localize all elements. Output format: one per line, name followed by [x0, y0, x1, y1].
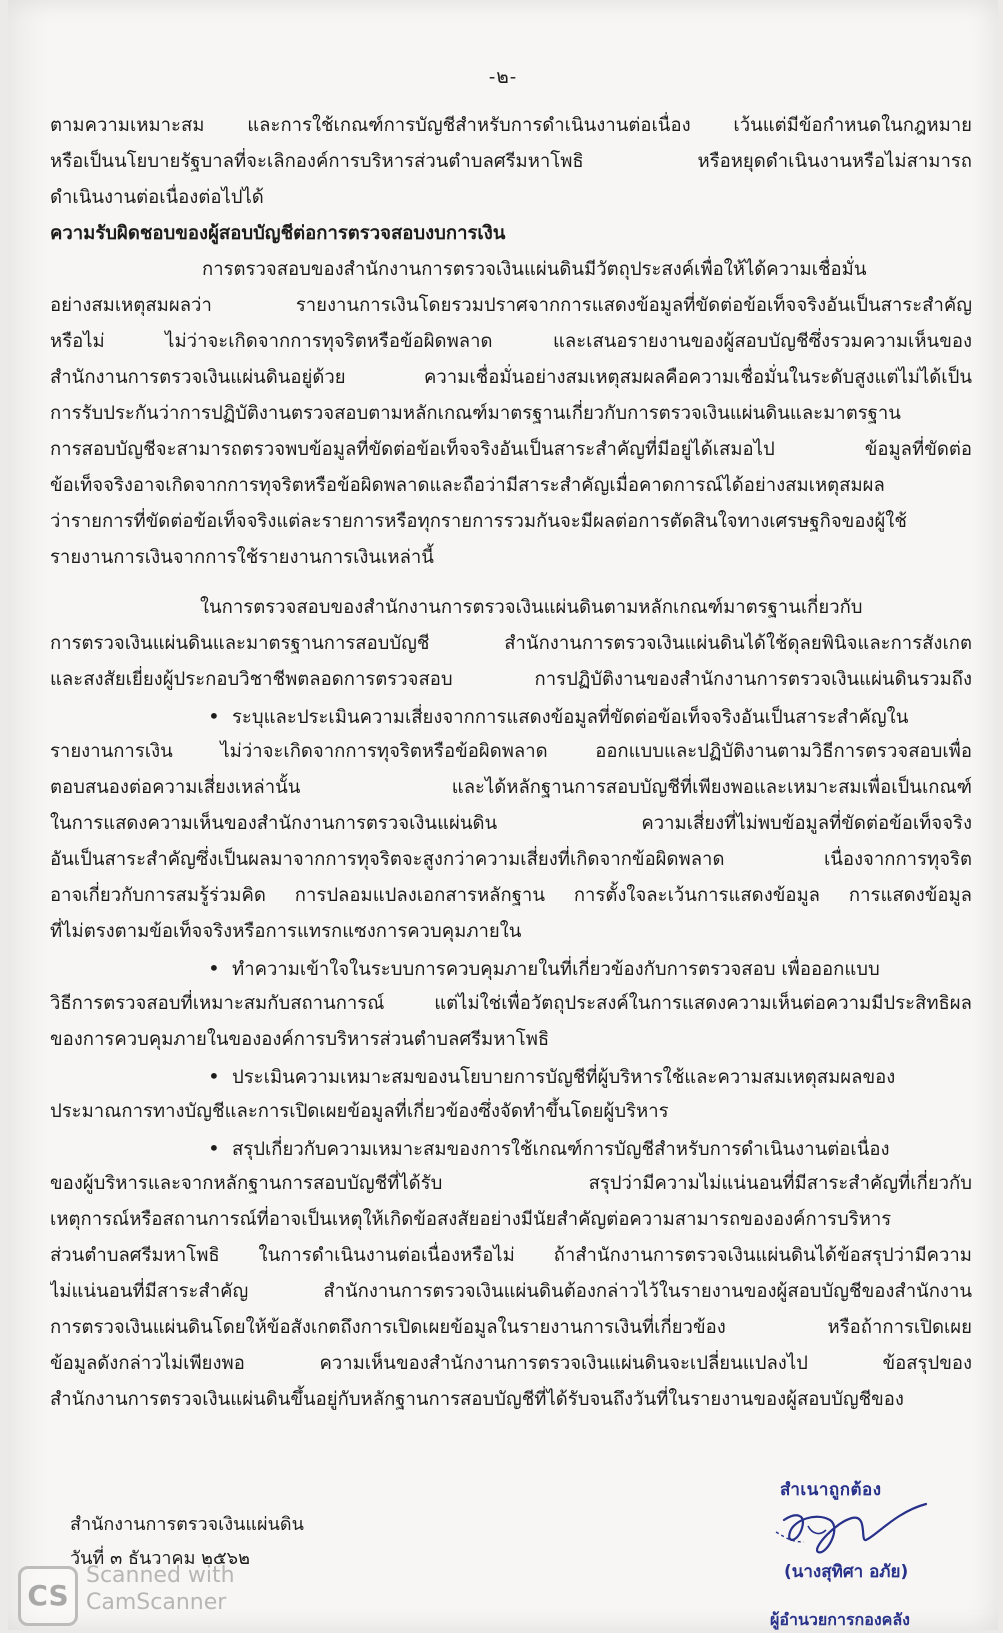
text-line: ข้อเท็จจริงอาจเกิดจากการทุจริตหรือข้อผิดพลาดและถือว่ามีสาระสำคัญเมื่อคาดการณ์ได้อย่างสมเหตุสมผล	[50, 475, 885, 496]
bullet-first-line	[50, 1058, 972, 1094]
text-line: ที่ไม่ตรงตามข้อเท็จจริงหรือการแทรกแซงการควบคุมภายใน	[50, 921, 522, 942]
bullet-marker: •	[208, 956, 220, 980]
text-line: ตามความเหมาะสม และการใช้เกณฑ์การบัญชีสำหรับการดำเนินงานต่อเนื่อง เว้นแต่มีข้อกำหนดในกฎหมาย	[50, 115, 972, 136]
text-line: หรือไม่ ไม่ว่าจะเกิดจากการทุจริตหรือข้อผิดพลาด และเสนอรายงานของผู้สอบบัญชีซึ่งรวมความเห็นของ	[50, 331, 972, 352]
bullet-item-going-concern	[50, 1130, 972, 1418]
text-line: วิธีการตรวจสอบที่เหมาะสมกับสถานการณ์ แต่ไม่ใช่เพื่อวัตถุประสงค์ในการแสดงความเห็นต่อความมีประสิทธิผล	[50, 993, 972, 1014]
camscanner-logo-icon: CS	[18, 1566, 78, 1626]
paragraph-gap	[50, 576, 972, 590]
text-line: ของการควบคุมภายในขององค์การบริหารส่วนตำบลศรีมหาโพธิ	[50, 1029, 550, 1050]
footer-office: สำนักงานการตรวจเงินแผ่นดิน	[70, 1514, 304, 1535]
text-line: การตรวจเงินแผ่นดินโดยให้ข้อสังเกตถึงการเปิดเผยข้อมูลในรายงานการเงินที่เกี่ยวข้อง หรือถ้าการเปิดเผย	[50, 1317, 972, 1338]
text-line: รายงานการเงินจากการใช้รายงานการเงินเหล่านี้	[50, 547, 434, 568]
watermark-line: CamScanner	[86, 1590, 227, 1615]
text-line: และสงสัยเยี่ยงผู้ประกอบวิชาชีพตลอดการตรวจสอบ การปฏิบัติงานของสำนักงานการตรวจเงินแผ่นดินรวมถึง	[50, 669, 972, 690]
bullet-text: ประเมินความเหมาะสมของนโยบายการบัญชีที่ผู้บริหารใช้และความสมเหตุสมผลของ	[232, 1067, 896, 1088]
text-line: อันเป็นสาระสำคัญซึ่งเป็นผลมาจากการทุจริตจะสูงกว่าความเสี่ยงที่เกิดจากข้อผิดพลาด เนื่องจากการทุจริต	[50, 849, 972, 870]
text-line: การรับประกันว่าการปฏิบัติงานตรวจสอบตามหลักเกณฑ์มาตรฐานเกี่ยวกับการตรวจเงินแผ่นดินและมาตรฐาน	[50, 403, 901, 424]
bullet-marker: •	[208, 1064, 220, 1088]
intro-paragraph	[50, 108, 972, 216]
bullet-first-line	[50, 698, 972, 734]
watermark-text	[86, 1562, 235, 1616]
bullet-text: ทำความเข้าใจในระบบการควบคุมภายในที่เกี่ยวข้องกับการตรวจสอบ เพื่อออกแบบ	[232, 959, 880, 980]
text-line: ของผู้บริหารและจากหลักฐานการสอบบัญชีที่ได้รับ สรุปว่ามีความไม่แน่นอนที่มีสาระสำคัญที่เกี่ยวกับ	[50, 1173, 972, 1194]
text-line: ตอบสนองต่อความเสี่ยงเหล่านั้น และได้หลักฐานการสอบบัญชีที่เพียงพอและเหมาะสมเพื่อเป็นเกณฑ์	[50, 777, 972, 798]
text-line: ประมาณการทางบัญชีและการเปิดเผยข้อมูลที่เกี่ยวข้องซึ่งจัดทำขึ้นโดยผู้บริหาร	[50, 1101, 669, 1122]
bullet-marker: •	[208, 704, 220, 728]
camscanner-watermark	[12, 1560, 272, 1626]
text-line: เหตุการณ์หรือสถานการณ์ที่อาจเป็นเหตุให้เกิดข้อสงสัยอย่างมีนัยสำคัญต่อความสามารถขององค์การบริหาร	[50, 1209, 892, 1230]
bullet-marker: •	[208, 1136, 220, 1160]
bullet-item-risk-assessment	[50, 698, 972, 950]
text-line: ไม่แน่นอนที่มีสาระสำคัญ สำนักงานการตรวจเงินแผ่นดินต้องกล่าวไว้ในรายงานของผู้สอบบัญชีของสำนักงาน	[50, 1281, 972, 1302]
text-line: ในการแสดงความเห็นของสำนักงานการตรวจเงินแผ่นดิน ความเสี่ยงที่ไม่พบข้อมูลที่ขัดต่อข้อเท็จจริง	[50, 813, 972, 834]
bullet-item-accounting-policy	[50, 1058, 972, 1130]
bullet-first-line	[50, 950, 972, 986]
bullet-item-internal-control	[50, 950, 972, 1058]
text-line: หรือเป็นนโยบายรัฐบาลที่จะเลิกองค์การบริหารส่วนตำบลศรีมหาโพธิ หรือหยุดดำเนินงานหรือไม่สามารถ	[50, 151, 972, 172]
signer-name: (นางสุทิศา อภัย)	[784, 1562, 909, 1582]
certified-copy-stamp: สำเนาถูกต้อง	[780, 1480, 882, 1500]
text-line: การตรวจเงินแผ่นดินและมาตรฐานการสอบบัญชี สำนักงานการตรวจเงินแผ่นดินได้ใช้ดุลยพินิจและการสังเกต	[50, 633, 972, 654]
text-line: รายงานการเงิน ไม่ว่าจะเกิดจากการทุจริตหรือข้อผิดพลาด ออกแบบและปฏิบัติงานตามวิธีการตรวจสอบเพื่อ	[50, 741, 972, 762]
bullet-text: ระบุและประเมินความเสี่ยงจากการแสดงข้อมูลที่ขัดต่อข้อเท็จจริงอันเป็นสาระสำคัญใน	[232, 707, 909, 728]
text-line: การสอบบัญชีจะสามารถตรวจพบข้อมูลที่ขัดต่อข้อเท็จจริงอันเป็นสาระสำคัญที่มีอยู่ได้เสมอไป ข้อมูลที่ขัดต่อ	[50, 439, 972, 460]
text-line: ส่วนตำบลศรีมหาโพธิ ในการดำเนินงานต่อเนื่องหรือไม่ ถ้าสำนักงานการตรวจเงินแผ่นดินได้ข้อสรุปว่ามีความ	[50, 1245, 972, 1266]
signer-position: ผู้อำนวยการกองคลัง	[770, 1610, 910, 1629]
page-number: -๒-	[488, 66, 518, 88]
paragraph-objective	[50, 252, 972, 576]
document-page	[8, 0, 998, 1630]
text-line: ข้อมูลดังกล่าวไม่เพียงพอ ความเห็นของสำนักงานการตรวจเงินแผ่นดินจะเปลี่ยนแปลงไป ข้อสรุปของ	[50, 1353, 972, 1374]
text-line: ว่ารายการที่ขัดต่อข้อเท็จจริงแต่ละรายการหรือทุกรายการรวมกันจะมีผลต่อการตัดสินใจทางเศรษฐกิจของผู้ใช้	[50, 511, 907, 532]
watermark-line: Scanned with	[86, 1563, 235, 1588]
text-line: สำนักงานการตรวจเงินแผ่นดินขึ้นอยู่กับหลักฐานการสอบบัญชีที่ได้รับจนถึงวันที่ในรายงานของผู้สอบบัญชีของ	[50, 1389, 904, 1410]
bullet-first-line	[50, 1130, 972, 1166]
paragraph-procedures	[50, 590, 972, 698]
text-line: สำนักงานการตรวจเงินแผ่นดินอยู่ด้วย ความเชื่อมั่นอย่างสมเหตุสมผลคือความเชื่อมั่นในระดับสูงแต่ไม่ได้เป็น	[50, 367, 972, 388]
footer-date: วันที่ ๓ ธันวาคม ๒๕๖๒	[70, 1548, 250, 1569]
text-line: ในการตรวจสอบของสำนักงานการตรวจเงินแผ่นดินตามหลักเกณฑ์มาตรฐานเกี่ยวกับ	[200, 597, 863, 618]
text-line: อย่างสมเหตุสมผลว่า รายงานการเงินโดยรวมปราศจากการแสดงข้อมูลที่ขัดต่อข้อเท็จจริงอันเป็นสาระสำคัญ	[50, 295, 972, 316]
text-line: การตรวจสอบของสำนักงานการตรวจเงินแผ่นดินมีวัตถุประสงค์เพื่อให้ได้ความเชื่อมั่น	[202, 259, 867, 280]
document-body	[50, 108, 972, 1418]
bullet-text: สรุปเกี่ยวกับความเหมาะสมของการใช้เกณฑ์การบัญชีสำหรับการดำเนินงานต่อเนื่อง	[232, 1139, 890, 1160]
text-line: ดำเนินงานต่อเนื่องต่อไปได้	[50, 187, 264, 208]
section-heading: ความรับผิดชอบของผู้สอบบัญชีต่อการตรวจสอบงบการเงิน	[50, 223, 506, 244]
text-line: อาจเกี่ยวกับการสมรู้ร่วมคิด การปลอมแปลงเอกสารหลักฐาน การตั้งใจละเว้นการแสดงข้อมูล การแสดงข้อมูล	[50, 885, 972, 906]
